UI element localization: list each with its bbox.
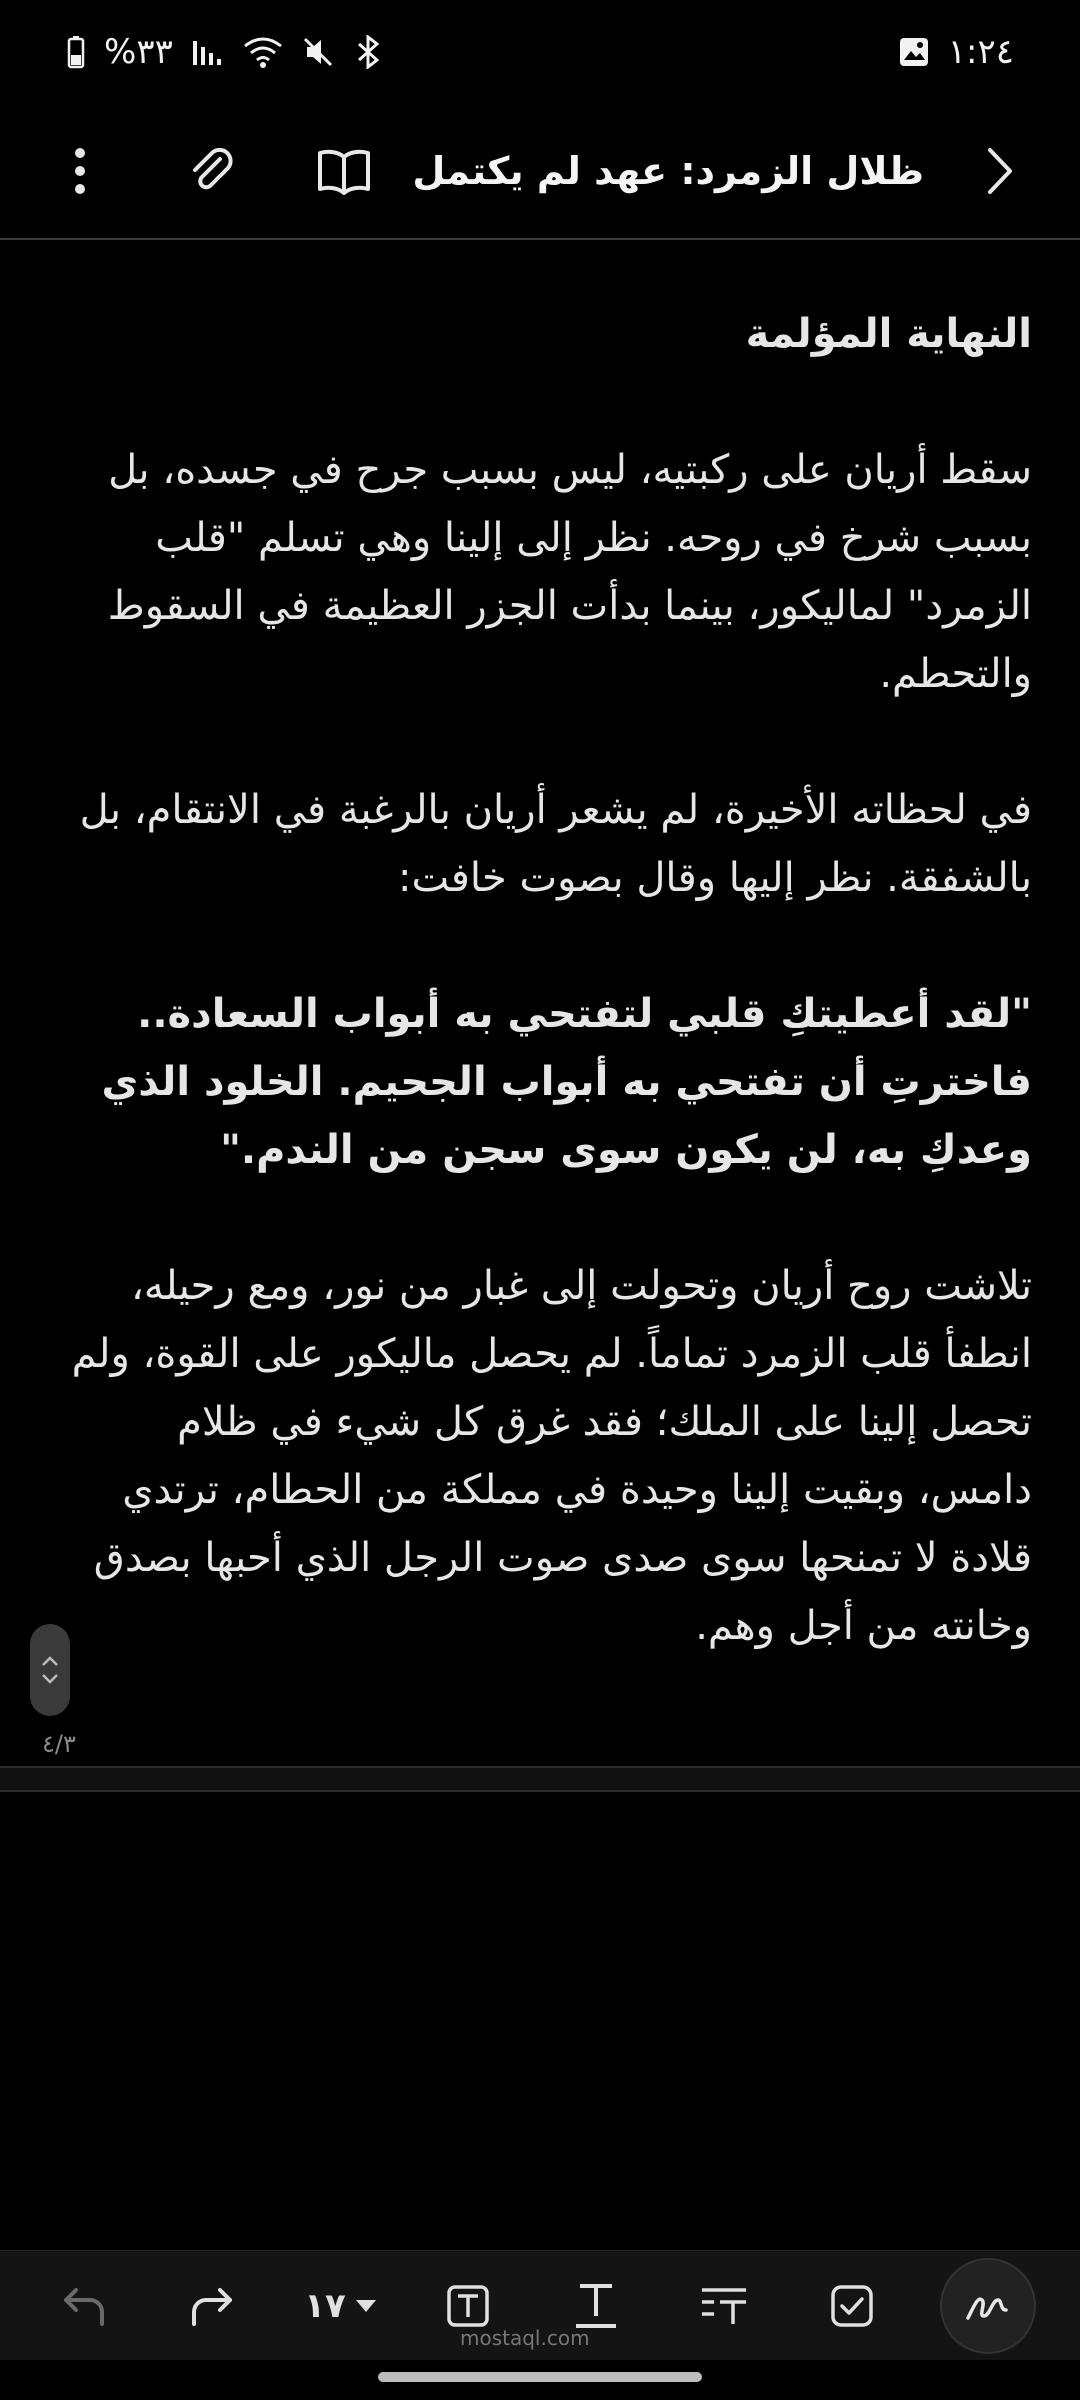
quote-paragraph: "لقد أعطيتكِ قلبي لتفتحي به أبواب السعادة.. فاخترتِ أن تفتحي به أبواب الجحيم. الخلود الذي وعدكِ به، لن يكون سوى سجن من الندم." xyxy=(101,991,1032,1173)
page-divider xyxy=(0,1766,1080,1792)
attach-icon[interactable] xyxy=(172,131,252,211)
font-size-value: ١٧ xyxy=(304,2285,346,2326)
battery-icon xyxy=(66,35,86,69)
document-title[interactable]: ظلال الزمرد: عهد لم يكتمل xyxy=(412,149,924,193)
text-format-icon[interactable] xyxy=(684,2266,764,2346)
page-indicator: ٤/٣ xyxy=(42,1730,76,1758)
checkbox-icon[interactable] xyxy=(812,2266,892,2346)
redo-icon[interactable] xyxy=(172,2266,252,2346)
header-title-group xyxy=(412,131,1040,211)
paragraph-3: تلاشت روح أريان وتحولت إلى غبار من نور، ومع رحيله، انطفأ قلب الزمرد تماماً. لم يحصل ماليكور على القوة، ولم تحصل إلينا على الملك؛ فقد غرق كل شيء في ظلام دامس، وبقيت إلينا وحيدة في مملكة من الحطام، ترتدي قلادة لا تمنحها سوى صدى صوت الرجل الذي أحبها بصدق وخانته من أجل وهم. xyxy=(71,1263,1032,1649)
section-heading: النهاية المؤلمة xyxy=(745,311,1032,357)
wifi-icon xyxy=(243,36,283,68)
undo-icon[interactable] xyxy=(44,2266,124,2346)
back-icon[interactable] xyxy=(960,131,1040,211)
status-time: ١:٢٤ xyxy=(947,32,1014,72)
chevron-down-icon xyxy=(41,1673,59,1685)
more-icon[interactable] xyxy=(40,131,120,211)
book-icon[interactable] xyxy=(304,131,384,211)
mute-icon xyxy=(301,35,335,69)
battery-percent: %٣٣ xyxy=(104,32,173,72)
paragraph-1: سقط أريان على ركبتيه، ليس بسبب جرح في جسده، بل بسبب شرخ في روحه. نظر إلى إلينا وهي تسلم "قلب الزمرد" لماليكور، بينما بدأت الجزر العظيمة في السقوط والتحطم. xyxy=(107,447,1032,697)
app-header xyxy=(0,104,1080,240)
pen-icon[interactable] xyxy=(940,2258,1036,2354)
chevron-up-icon xyxy=(41,1655,59,1667)
font-size-selector[interactable] xyxy=(300,2266,380,2346)
caret-down-icon xyxy=(356,2300,376,2312)
paragraph-2: في لحظاته الأخيرة، لم يشعر أريان بالرغبة في الانتقام، بل بالشفقة. نظر إليها وقال بصوت خافت: xyxy=(79,787,1032,901)
status-right xyxy=(898,32,1014,72)
pen-tool[interactable] xyxy=(940,2266,1036,2346)
status-bar xyxy=(0,0,1080,104)
status-left xyxy=(66,32,383,72)
bluetooth-icon xyxy=(353,35,383,69)
gallery-icon xyxy=(898,36,930,68)
home-indicator[interactable] xyxy=(378,2372,702,2382)
header-actions xyxy=(40,131,384,211)
page-scroll-handle[interactable] xyxy=(30,1624,70,1716)
signal-icon xyxy=(191,37,225,67)
watermark: mostaql.com xyxy=(460,2326,590,2350)
document-body[interactable] xyxy=(68,300,1032,1728)
